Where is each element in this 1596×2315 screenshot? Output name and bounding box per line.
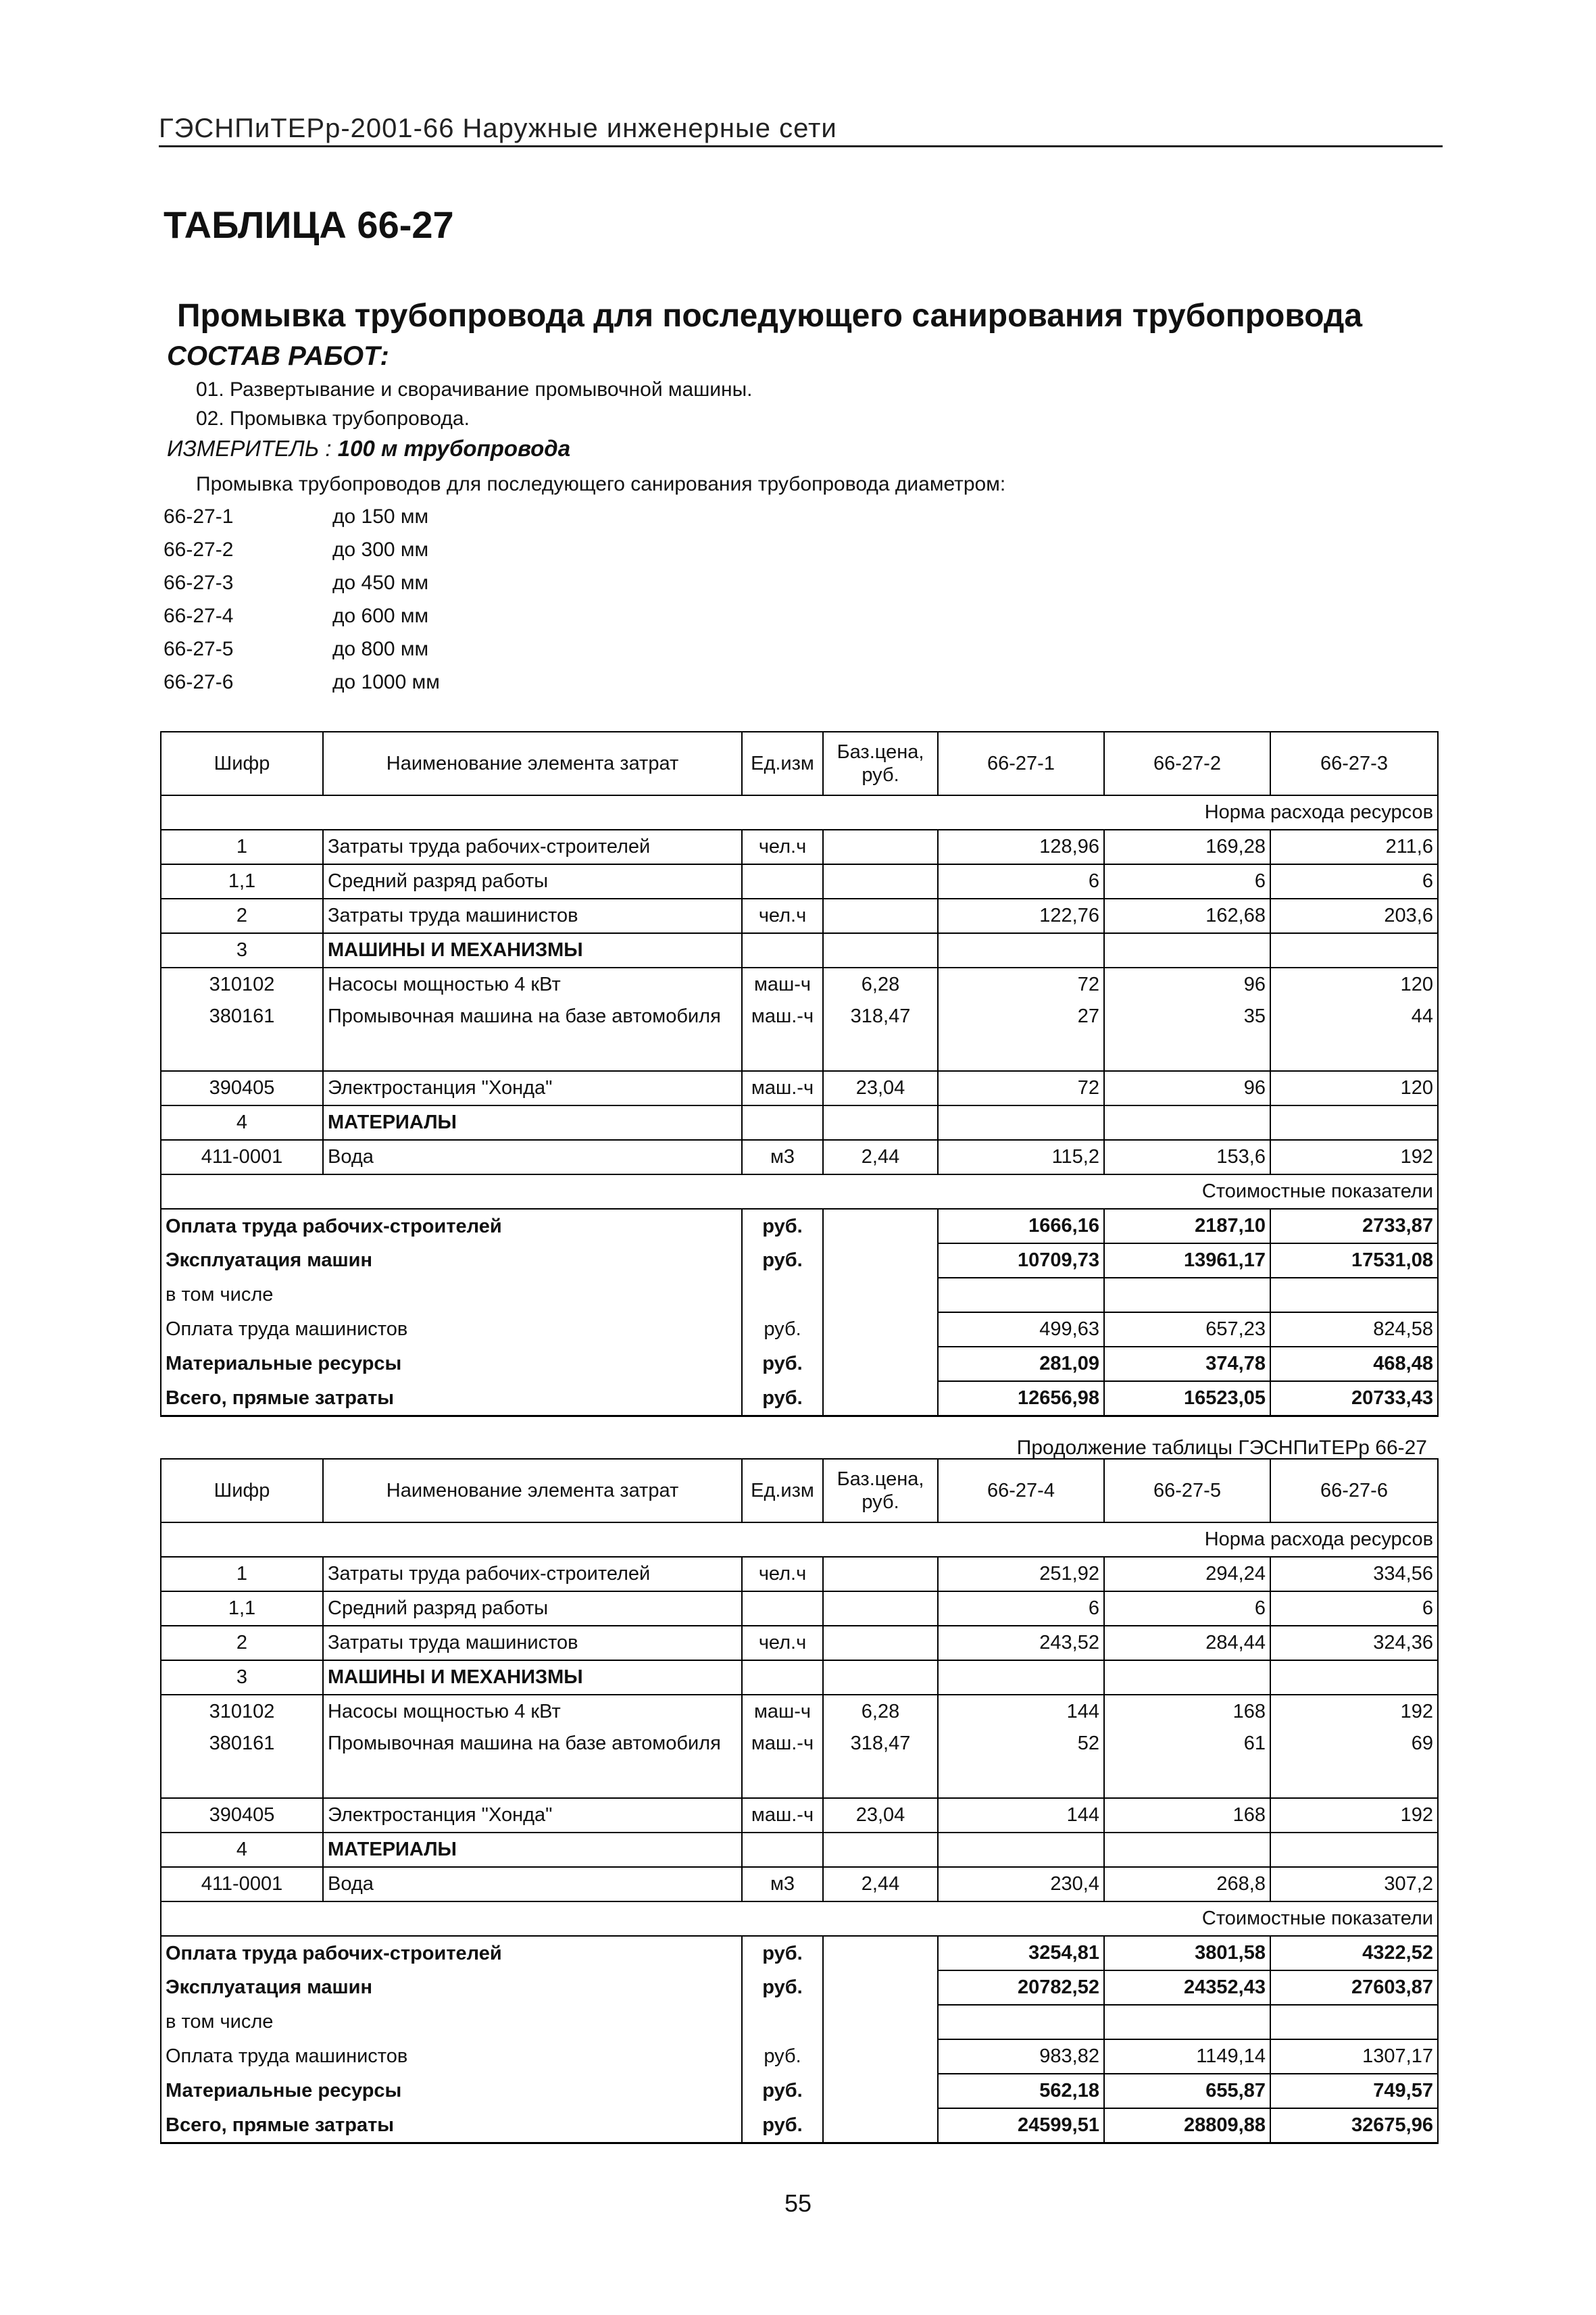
table-row — [161, 1867, 1438, 1901]
col-header-shifr: Шифр — [161, 1459, 323, 1522]
table-cell — [823, 2005, 938, 2039]
table-cell: 1,1 — [161, 864, 323, 899]
col-header-unit: Ед.изм — [742, 1459, 823, 1522]
table-cell: 1 — [161, 830, 323, 864]
table-cell: Промывочная машина на базе автомобиля — [323, 1001, 742, 1071]
col-header-name: Наименование элемента затрат — [323, 1459, 742, 1522]
table-subtitle: Промывка трубопровода для последующего санирования трубопровода — [177, 298, 1363, 334]
table-cell: 6 — [1270, 864, 1438, 899]
cost-label: Стоимостные показатели — [161, 1174, 1438, 1209]
table-cell: 268,8 — [1104, 1867, 1270, 1901]
table-cell: Всего, прямые затраты — [161, 1381, 742, 1416]
table-cell: 16523,05 — [1104, 1381, 1270, 1416]
table-cell: 2 — [161, 1626, 323, 1660]
table-cell: маш.-ч — [742, 1728, 823, 1798]
table-row — [161, 1833, 1438, 1867]
table-cell: 411-0001 — [161, 1140, 323, 1174]
table-cell: 499,63 — [938, 1312, 1104, 1347]
table-cell — [938, 2005, 1104, 2039]
table-cell: 6 — [938, 864, 1104, 899]
table-cell — [742, 2005, 823, 2039]
cost-row — [161, 2074, 1438, 2108]
table-cell — [1104, 933, 1270, 968]
table-cell: 2,44 — [823, 1140, 938, 1174]
table-cell: чел.ч — [742, 1626, 823, 1660]
table-cell — [823, 1557, 938, 1591]
table-cell: м3 — [742, 1867, 823, 1901]
table-cell — [742, 1105, 823, 1140]
table-cell — [823, 1833, 938, 1867]
table-cell — [823, 899, 938, 933]
table-cell — [1270, 1833, 1438, 1867]
table-cell — [823, 1243, 938, 1278]
table-cell: 3801,58 — [1104, 1936, 1270, 1970]
table-cell: 324,36 — [1270, 1626, 1438, 1660]
table-cell — [823, 1312, 938, 1347]
table-cell — [742, 1591, 823, 1626]
table-cell: маш-ч — [742, 968, 823, 1001]
cost-row — [161, 1278, 1438, 1312]
table-cell: 4322,52 — [1270, 1936, 1438, 1970]
col-header-unit: Ед.изм — [742, 732, 823, 795]
work-item: 02. Промывка трубопровода. — [196, 407, 470, 430]
table-cell: Затраты труда машинистов — [323, 1626, 742, 1660]
table-cell: 162,68 — [1104, 899, 1270, 933]
code-row — [164, 638, 440, 671]
table-cell: в том числе — [161, 2005, 742, 2039]
table-row — [161, 1728, 1438, 1798]
table-row — [161, 899, 1438, 933]
table-cell — [1104, 2005, 1270, 2039]
table-cell: МАТЕРИАЛЫ — [323, 1105, 742, 1140]
table-cell: 20782,52 — [938, 1970, 1104, 2005]
table-cell: 562,18 — [938, 2074, 1104, 2108]
table-cell: руб. — [742, 1312, 823, 1347]
table-cell — [823, 1660, 938, 1695]
table-cell: Затраты труда рабочих-строителей — [323, 1557, 742, 1591]
table-cell: 192 — [1270, 1140, 1438, 1174]
table-row — [161, 864, 1438, 899]
code: 66-27-2 — [164, 539, 234, 561]
table-cell: 310102 — [161, 1695, 323, 1728]
code: 66-27-1 — [164, 505, 234, 528]
table-cell: 28809,88 — [1104, 2108, 1270, 2143]
table-cell: 115,2 — [938, 1140, 1104, 1174]
code-desc: до 300 мм — [332, 539, 429, 561]
col-header-code: 66-27-1 — [938, 732, 1104, 795]
table-cell: Электростанция "Хонда" — [323, 1798, 742, 1833]
table-cell: 96 — [1104, 1071, 1270, 1105]
table-cell: 294,24 — [1104, 1557, 1270, 1591]
table-cell — [938, 933, 1104, 968]
table-cell — [823, 2108, 938, 2143]
table-cell: Промывочная машина на базе автомобиля — [323, 1728, 742, 1798]
cost-row — [161, 1381, 1438, 1416]
table-cell: чел.ч — [742, 1557, 823, 1591]
col-header-code: 66-27-4 — [938, 1459, 1104, 1522]
resource-table-2 — [160, 1458, 1439, 2144]
table-cell: 380161 — [161, 1728, 323, 1798]
table-cell: 72 — [938, 968, 1104, 1001]
table-cell: 1 — [161, 1557, 323, 1591]
page-number: 55 — [784, 2189, 812, 2217]
table-cell — [823, 2074, 938, 2108]
table-row — [161, 1557, 1438, 1591]
table-cell — [1104, 1833, 1270, 1867]
cost-row — [161, 1936, 1438, 1970]
table-cell: 749,57 — [1270, 2074, 1438, 2108]
table-cell: 153,6 — [1104, 1140, 1270, 1174]
table-cell: Всего, прямые затраты — [161, 2108, 742, 2143]
table-cell: руб. — [742, 1381, 823, 1416]
table-cell: руб. — [742, 1209, 823, 1243]
table-cell: 120 — [1270, 1071, 1438, 1105]
table-row — [161, 830, 1438, 864]
cost-row — [161, 1243, 1438, 1278]
table-cell: Средний разряд работы — [323, 864, 742, 899]
table-cell: Эксплуатация машин — [161, 1243, 742, 1278]
table-cell — [1270, 1105, 1438, 1140]
col-header-price: Баз.цена, руб. — [823, 732, 938, 795]
col-header-price: Баз.цена, руб. — [823, 1459, 938, 1522]
table-cell: Средний разряд работы — [323, 1591, 742, 1626]
col-header-code: 66-27-6 — [1270, 1459, 1438, 1522]
table-cell: 390405 — [161, 1071, 323, 1105]
table-cell: 169,28 — [1104, 830, 1270, 864]
table-cell — [823, 1105, 938, 1140]
table-cell: 144 — [938, 1695, 1104, 1728]
table-cell: 6 — [1104, 864, 1270, 899]
code-row — [164, 572, 440, 605]
col-header-shifr: Шифр — [161, 732, 323, 795]
continuation-note: Продолжение таблицы ГЭСНПиТЕРр 66-27 — [1016, 1437, 1427, 1459]
table-cell: 168 — [1104, 1798, 1270, 1833]
table-cell: МАШИНЫ И МЕХАНИЗМЫ — [323, 933, 742, 968]
table-cell: чел.ч — [742, 899, 823, 933]
table-cell: 168 — [1104, 1695, 1270, 1728]
code-row — [164, 671, 440, 704]
table-cell: 3 — [161, 933, 323, 968]
table-cell — [742, 933, 823, 968]
table-cell: руб. — [742, 2108, 823, 2143]
table-cell: 24352,43 — [1104, 1970, 1270, 2005]
table-cell: 2733,87 — [1270, 1209, 1438, 1243]
col-header-code: 66-27-2 — [1104, 732, 1270, 795]
table-cell: 72 — [938, 1071, 1104, 1105]
table-cell — [1270, 1278, 1438, 1312]
work-item: 01. Развертывание и сворачивание промывочной машины. — [196, 378, 753, 401]
table-cell: Электростанция "Хонда" — [323, 1071, 742, 1105]
table-cell: 23,04 — [823, 1798, 938, 1833]
cost-row — [161, 1970, 1438, 2005]
table-cell — [938, 1278, 1104, 1312]
table-cell: 27603,87 — [1270, 1970, 1438, 2005]
code-row — [164, 605, 440, 638]
table-cell — [1270, 1660, 1438, 1695]
table-cell — [742, 1833, 823, 1867]
table-cell: 128,96 — [938, 830, 1104, 864]
table-cell: 20733,43 — [1270, 1381, 1438, 1416]
table-cell: 824,58 — [1270, 1312, 1438, 1347]
table-cell: 1307,17 — [1270, 2039, 1438, 2074]
table-cell: 310102 — [161, 968, 323, 1001]
table-cell: 334,56 — [1270, 1557, 1438, 1591]
cost-row — [161, 2108, 1438, 2143]
measure-line — [167, 436, 570, 462]
table-cell — [1270, 933, 1438, 968]
table-cell: руб. — [742, 1936, 823, 1970]
table-cell — [938, 1833, 1104, 1867]
table-cell — [742, 1660, 823, 1695]
table-cell: 13961,17 — [1104, 1243, 1270, 1278]
table-cell — [1104, 1660, 1270, 1695]
code-desc: до 450 мм — [332, 572, 429, 594]
table-cell: 144 — [938, 1798, 1104, 1833]
table-row — [161, 1140, 1438, 1174]
table-cell: 1149,14 — [1104, 2039, 1270, 2074]
table-cell: 10709,73 — [938, 1243, 1104, 1278]
table-cell: 307,2 — [1270, 1867, 1438, 1901]
table-cell: 6 — [1104, 1591, 1270, 1626]
table-cell: 411-0001 — [161, 1867, 323, 1901]
table-cell: Оплата труда рабочих-строителей — [161, 1209, 742, 1243]
table-cell: Оплата труда рабочих-строителей — [161, 1936, 742, 1970]
table-cell — [1104, 1105, 1270, 1140]
table-cell: маш.-ч — [742, 1798, 823, 1833]
table-cell: 35 — [1104, 1001, 1270, 1071]
table-cell: 4 — [161, 1833, 323, 1867]
table-cell: 6,28 — [823, 1695, 938, 1728]
table-cell: 1,1 — [161, 1591, 323, 1626]
table-cell — [823, 1381, 938, 1416]
cost-row — [161, 2039, 1438, 2074]
code: 66-27-4 — [164, 605, 234, 627]
table-cell: 24599,51 — [938, 2108, 1104, 2143]
table-cell: Оплата труда машинистов — [161, 2039, 742, 2074]
cost-label: Стоимостные показатели — [161, 1901, 1438, 1936]
table-cell: 655,87 — [1104, 2074, 1270, 2108]
code: 66-27-5 — [164, 638, 234, 660]
table-cell: Материальные ресурсы — [161, 2074, 742, 2108]
table-cell — [742, 864, 823, 899]
table-cell: 251,92 — [938, 1557, 1104, 1591]
table-row — [161, 1626, 1438, 1660]
table-cell: 32675,96 — [1270, 2108, 1438, 2143]
table-row — [161, 933, 1438, 968]
table-cell: 44 — [1270, 1001, 1438, 1071]
table-row — [161, 1695, 1438, 1728]
cost-row — [161, 2005, 1438, 2039]
table-cell: 2,44 — [823, 1867, 938, 1901]
table-cell: 281,09 — [938, 1347, 1104, 1381]
table-title: ТАБЛИЦА 66-27 — [164, 203, 454, 246]
table-cell — [823, 2039, 938, 2074]
table-cell: 2187,10 — [1104, 1209, 1270, 1243]
table-cell — [823, 1626, 938, 1660]
table-cell — [823, 864, 938, 899]
table-cell — [938, 1105, 1104, 1140]
table-cell: 192 — [1270, 1695, 1438, 1728]
table-row — [161, 968, 1438, 1001]
norm-section-row — [161, 1522, 1438, 1557]
table-cell: маш.-ч — [742, 1071, 823, 1105]
table-cell: маш-ч — [742, 1695, 823, 1728]
table-cell — [823, 1347, 938, 1381]
table-cell: 318,47 — [823, 1001, 938, 1071]
table-cell: 243,52 — [938, 1626, 1104, 1660]
table-cell: 192 — [1270, 1798, 1438, 1833]
cost-section-row — [161, 1901, 1438, 1936]
table-row — [161, 1591, 1438, 1626]
table-cell — [823, 1936, 938, 1970]
table-cell: чел.ч — [742, 830, 823, 864]
table-cell: 1666,16 — [938, 1209, 1104, 1243]
table-cell: руб. — [742, 1970, 823, 2005]
table-cell: МАШИНЫ И МЕХАНИЗМЫ — [323, 1660, 742, 1695]
table-cell: 468,48 — [1270, 1347, 1438, 1381]
table-cell: 6 — [1270, 1591, 1438, 1626]
table-cell — [742, 1278, 823, 1312]
table-cell: руб. — [742, 2074, 823, 2108]
table-row — [161, 1001, 1438, 1071]
col-header-code: 66-27-5 — [1104, 1459, 1270, 1522]
table-cell — [823, 1278, 938, 1312]
running-header: ГЭСНПиТЕРр-2001-66 Наружные инженерные сети — [159, 114, 1443, 147]
table-cell: 17531,08 — [1270, 1243, 1438, 1278]
code-list — [164, 505, 440, 704]
table-cell: 230,4 — [938, 1867, 1104, 1901]
col-header-name: Наименование элемента затрат — [323, 732, 742, 795]
table-cell: 61 — [1104, 1728, 1270, 1798]
table-cell: 374,78 — [1104, 1347, 1270, 1381]
table-cell: 12656,98 — [938, 1381, 1104, 1416]
table-cell: 27 — [938, 1001, 1104, 1071]
table-cell: 6,28 — [823, 968, 938, 1001]
table-cell: маш.-ч — [742, 1001, 823, 1071]
norm-label: Норма расхода ресурсов — [161, 795, 1438, 830]
cost-row — [161, 1209, 1438, 1243]
table-cell: 4 — [161, 1105, 323, 1140]
table-row — [161, 1105, 1438, 1140]
table-row — [161, 1798, 1438, 1833]
table-cell — [938, 1660, 1104, 1695]
table-cell: 390405 — [161, 1798, 323, 1833]
table-cell — [823, 1591, 938, 1626]
table-cell: 2 — [161, 899, 323, 933]
table-cell: Затраты труда машинистов — [323, 899, 742, 933]
col-header-code: 66-27-3 — [1270, 732, 1438, 795]
diameter-intro: Промывка трубопроводов для последующего санирования трубопровода диаметром: — [196, 473, 1006, 495]
measure-value: 100 м трубопровода — [337, 436, 571, 461]
table-cell: 380161 — [161, 1001, 323, 1071]
table-cell: Вода — [323, 1140, 742, 1174]
code: 66-27-6 — [164, 671, 234, 693]
table-cell: 284,44 — [1104, 1626, 1270, 1660]
table-header-row — [161, 1459, 1438, 1522]
code-desc: до 150 мм — [332, 505, 429, 528]
table-header-row — [161, 732, 1438, 795]
table-cell: руб. — [742, 1347, 823, 1381]
table-cell: 657,23 — [1104, 1312, 1270, 1347]
table-cell: 96 — [1104, 968, 1270, 1001]
table-cell — [823, 830, 938, 864]
table-cell: Вода — [323, 1867, 742, 1901]
measure-label: ИЗМЕРИТЕЛЬ : — [167, 436, 332, 461]
table-cell: 983,82 — [938, 2039, 1104, 2074]
table-cell: Оплата труда машинистов — [161, 1312, 742, 1347]
works-label: СОСТАВ РАБОТ: — [167, 341, 389, 371]
table-cell — [823, 1209, 938, 1243]
code-desc: до 800 мм — [332, 638, 429, 660]
table-cell — [1104, 1278, 1270, 1312]
table-cell: 23,04 — [823, 1071, 938, 1105]
table-cell: м3 — [742, 1140, 823, 1174]
table-cell: 6 — [938, 1591, 1104, 1626]
table-cell: Материальные ресурсы — [161, 1347, 742, 1381]
table-cell: Затраты труда рабочих-строителей — [323, 830, 742, 864]
table-cell: 318,47 — [823, 1728, 938, 1798]
code-desc: до 600 мм — [332, 605, 429, 627]
table-cell: 203,6 — [1270, 899, 1438, 933]
table-cell — [823, 933, 938, 968]
table-cell: руб. — [742, 1243, 823, 1278]
code: 66-27-3 — [164, 572, 234, 594]
cost-row — [161, 1312, 1438, 1347]
table-cell: 122,76 — [938, 899, 1104, 933]
code-row — [164, 539, 440, 572]
table-cell: в том числе — [161, 1278, 742, 1312]
code-row — [164, 505, 440, 539]
resource-table-1 — [160, 731, 1439, 1417]
table-cell: 52 — [938, 1728, 1104, 1798]
cost-section-row — [161, 1174, 1438, 1209]
table-cell: Насосы мощностью 4 кВт — [323, 968, 742, 1001]
code-desc: до 1000 мм — [332, 671, 440, 693]
norm-section-row — [161, 795, 1438, 830]
table-cell: МАТЕРИАЛЫ — [323, 1833, 742, 1867]
table-cell — [1270, 2005, 1438, 2039]
table-cell: 3254,81 — [938, 1936, 1104, 1970]
norm-label: Норма расхода ресурсов — [161, 1522, 1438, 1557]
table-cell: Эксплуатация машин — [161, 1970, 742, 2005]
table-cell — [823, 1970, 938, 2005]
table-cell: 3 — [161, 1660, 323, 1695]
table-cell: 69 — [1270, 1728, 1438, 1798]
table-row — [161, 1660, 1438, 1695]
cost-row — [161, 1347, 1438, 1381]
table-cell: 211,6 — [1270, 830, 1438, 864]
table-cell: 120 — [1270, 968, 1438, 1001]
table-cell: руб. — [742, 2039, 823, 2074]
table-cell: Насосы мощностью 4 кВт — [323, 1695, 742, 1728]
table-row — [161, 1071, 1438, 1105]
